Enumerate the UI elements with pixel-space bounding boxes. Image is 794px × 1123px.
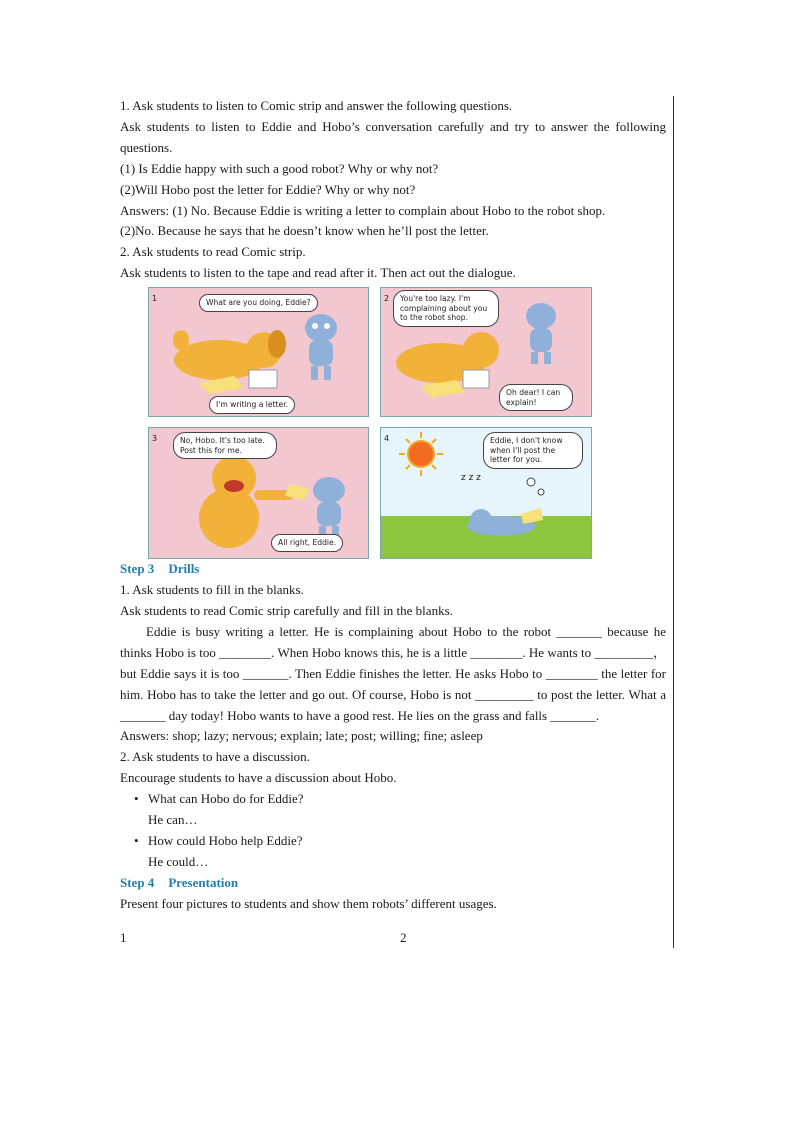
step-label: Step 4 xyxy=(120,874,155,890)
question-2: (2)Will Hobo post the letter for Eddie? Why or why not? xyxy=(120,181,416,197)
bullet-text: What can Hobo do for Eddie? xyxy=(148,791,304,807)
panel-number: 2 xyxy=(384,294,390,304)
comic-strip xyxy=(148,287,590,559)
speech-bubble: All right, Eddie. xyxy=(271,534,343,552)
comic-panel-3 xyxy=(148,427,369,559)
answer-1: Answers: (1) No. Because Eddie is writing a letter to complain about Hobo to the robot shop. xyxy=(120,202,606,218)
sleep-zzz: z z z xyxy=(461,473,481,484)
page-number-mid: 2 xyxy=(400,930,407,945)
comic-panel-2 xyxy=(380,287,592,417)
document-body xyxy=(120,96,666,915)
step-3-heading xyxy=(120,559,666,580)
drill-instruction-4: Encourage students to have a discussion about Hobo. xyxy=(120,770,397,786)
step-label: Step 3 xyxy=(120,561,155,577)
panel-number: 4 xyxy=(384,434,390,444)
bullet-answer: He can… xyxy=(148,812,198,828)
page-number-left: 1 xyxy=(120,930,127,945)
column-rule xyxy=(673,96,674,948)
bullet-answer: He could… xyxy=(148,853,209,869)
step-4-heading xyxy=(120,873,666,894)
speech-bubble: What are you doing, Eddie? xyxy=(199,294,318,312)
instruction-1: 1. Ask students to listen to Comic strip and answer the following questions. xyxy=(120,98,513,113)
answer-2: (2)No. Because he says that he doesn’t know when he’ll post the letter. xyxy=(120,223,489,239)
step-title: Presentation xyxy=(168,874,239,890)
instruction-3: 2. Ask students to read Comic strip. xyxy=(120,244,306,260)
drill-instruction-3: 2. Ask students to have a discussion. xyxy=(120,749,310,765)
panel-number: 1 xyxy=(152,294,158,304)
instruction-2: Ask students to listen to Eddie and Hobo’s conversation carefully and try to answer the following questions. xyxy=(120,118,666,155)
speech-bubble: Eddie, I don't know when I'll post the letter for you. xyxy=(483,432,583,469)
panel-number: 3 xyxy=(152,434,158,444)
presentation-text: Present four pictures to students and show them robots’ different usages. xyxy=(120,895,497,911)
fill-in-paragraph: Eddie is busy writing a letter. He is complaining about Hobo to the robot _______ because he thinks Hobo is too ________. When Hobo knows this, he is a little ________. He wants to _________， but Eddie says it is too _______. Then Eddie finishes the letter. He asks Hobo to ________ the letter for him. Hobo has to take the letter and go out. Of course, Hobo is not _________ to post the letter. What a _______ day today! Hobo wants to have a good rest. He lies on the grass and falls _______. xyxy=(120,623,666,723)
comic-panel-1 xyxy=(148,287,369,417)
drill-instruction-1: 1. Ask students to fill in the blanks. xyxy=(120,582,304,598)
instruction-4: Ask students to listen to the tape and read after it. Then act out the dialogue. xyxy=(120,265,516,281)
speech-bubble: No, Hobo. It's too late. Post this for me. xyxy=(173,432,277,459)
bullet-item: • What can Hobo do for Eddie? xyxy=(134,791,304,807)
drill-instruction-2: Ask students to read Comic strip carefully and fill in the blanks. xyxy=(120,602,453,618)
speech-bubble: Oh dear! I can explain! xyxy=(499,384,573,411)
step-title: Drills xyxy=(168,561,200,577)
speech-bubble: You're too lazy. I'm complaining about you to the robot shop. xyxy=(393,290,499,327)
bullet-item: • How could Hobo help Eddie? xyxy=(134,832,303,848)
answers-line: Answers: shop; lazy; nervous; explain; late; post; willing; fine; asleep xyxy=(120,728,483,744)
speech-bubble: I'm writing a letter. xyxy=(209,396,295,414)
comic-panel-4 xyxy=(380,427,592,559)
question-1: (1) Is Eddie happy with such a good robot? Why or why not? xyxy=(120,160,439,176)
bullet-text: How could Hobo help Eddie? xyxy=(148,832,303,848)
